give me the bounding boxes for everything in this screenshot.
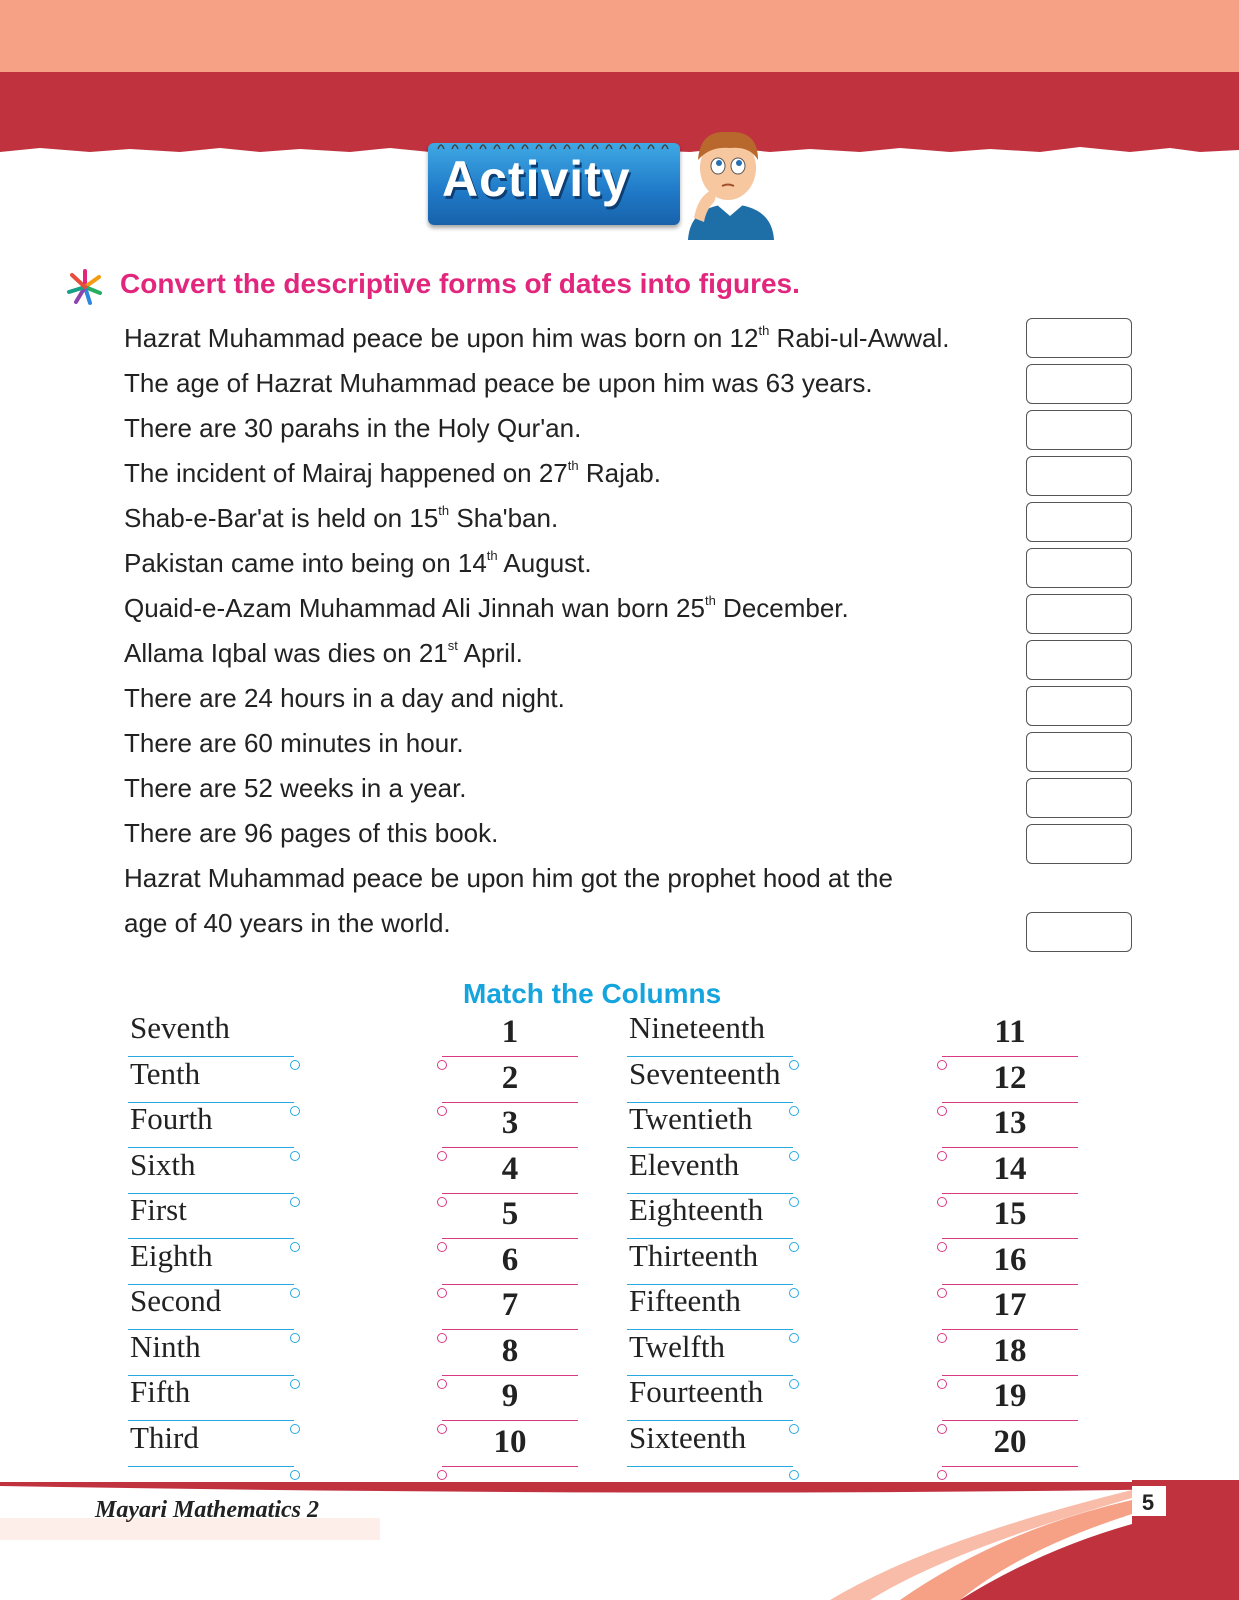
left-number-underline [442,1466,578,1467]
left-number-connector-dot[interactable] [437,1242,447,1252]
answer-box-13[interactable] [1026,912,1132,952]
right-number-connector-dot[interactable] [937,1424,947,1434]
right-number-connector-dot[interactable] [937,1379,947,1389]
sentence-10: There are 60 minutes in hour. [124,728,464,758]
left-word-7: Second [130,1283,222,1318]
header-salmon-band [0,0,1239,72]
sentence-13-line-2: age of 40 years in the world. [124,908,451,938]
book-title: Mayari Mathematics 2 [95,1497,320,1523]
left-word-8: Ninth [130,1328,201,1364]
thinking-boy-icon [680,120,780,240]
sentence-12: There are 96 pages of this book. [124,818,499,848]
left-number-1: 1 [501,1014,519,1050]
left-number-underline [442,1238,578,1239]
left-number-5: 5 [501,1196,519,1232]
right-number-3: 13 [993,1105,1027,1141]
left-number-underline [442,1193,578,1194]
left-number-6: 6 [501,1241,519,1278]
right-number-underline [942,1147,1078,1148]
sentence-5: Shab-e-Bar'at is held on 15th Sha'ban. [124,503,559,533]
right-number-2: 12 [993,1059,1027,1096]
left-word-connector-dot[interactable] [290,1470,300,1480]
answer-box-2[interactable] [1026,364,1132,404]
left-number-underline [442,1375,578,1376]
left-number-connector-dot[interactable] [437,1151,447,1161]
right-number-6: 16 [993,1241,1027,1278]
right-number-underline [942,1193,1078,1194]
sentence-4: The incident of Mairaj happened on 27th Rajab. [124,458,661,488]
right-number-underline [942,1466,1078,1467]
left-number-underline [442,1147,578,1148]
right-number-9: 19 [993,1378,1027,1414]
activity-label: Activity [442,151,631,207]
left-number-8: 8 [501,1332,519,1369]
left-number-connector-dot[interactable] [437,1333,447,1343]
left-number-underline [442,1420,578,1421]
left-number-4: 4 [501,1150,519,1187]
answer-box-11[interactable] [1026,778,1132,818]
left-word-6: Eighth [130,1237,213,1273]
answer-box-7[interactable] [1026,594,1132,634]
left-word-connector-dot[interactable] [290,1060,300,1070]
notebook-spiral-icon [428,140,680,150]
right-word-underline [627,1466,793,1467]
right-number-10: 20 [993,1423,1027,1460]
right-word-connector-dot[interactable] [789,1060,799,1070]
flower-bullet-icon [66,268,104,306]
answer-box-1[interactable] [1026,318,1132,358]
right-word-connector-dot[interactable] [789,1197,799,1207]
left-number-connector-dot[interactable] [437,1424,447,1434]
answer-box-8[interactable] [1026,640,1132,680]
left-number-9: 9 [501,1378,519,1414]
left-word-5: First [130,1192,187,1227]
right-word-5: Eighteenth [629,1192,764,1227]
left-number-underline [442,1056,578,1057]
right-number-8: 18 [993,1332,1027,1369]
answer-box-10[interactable] [1026,732,1132,772]
right-number-5: 15 [993,1196,1027,1232]
right-word-1: Nineteenth [629,1010,766,1045]
sentence-7: Quaid-e-Azam Muhammad Ali Jinnah wan born 25th December. [124,593,849,623]
left-word-underline [128,1466,294,1467]
right-word-connector-dot[interactable] [789,1106,799,1116]
left-number-connector-dot[interactable] [437,1060,447,1070]
right-number-connector-dot[interactable] [937,1197,947,1207]
left-word-9: Fifth [130,1374,191,1409]
left-number-2: 2 [501,1059,519,1096]
right-word-connector-dot[interactable] [789,1379,799,1389]
answer-box-6[interactable] [1026,548,1132,588]
left-number-underline [442,1284,578,1285]
right-word-2: Seventeenth [629,1055,781,1091]
left-word-connector-dot[interactable] [290,1106,300,1116]
exercise-heading: Convert the descriptive forms of dates into figures. [120,268,800,299]
right-number-connector-dot[interactable] [937,1288,947,1298]
right-word-9: Fourteenth [629,1374,764,1409]
answer-box-5[interactable] [1026,502,1132,542]
left-number-7: 7 [501,1287,519,1323]
sentence-2: The age of Hazrat Muhammad peace be upon him was 63 years. [124,368,873,398]
right-number-underline [942,1238,1078,1239]
right-word-6: Thirteenth [629,1237,759,1273]
left-word-2: Tenth [130,1055,201,1091]
right-word-4: Eleventh [629,1146,740,1182]
right-number-4: 14 [993,1150,1027,1187]
answer-box-9[interactable] [1026,686,1132,726]
sentence-3: There are 30 parahs in the Holy Qur'an. [124,413,582,443]
right-word-connector-dot[interactable] [789,1242,799,1252]
left-number-3: 3 [501,1105,519,1141]
right-word-connector-dot[interactable] [789,1288,799,1298]
answer-box-3[interactable] [1026,410,1132,450]
left-word-3: Fourth [130,1101,213,1136]
right-word-connector-dot[interactable] [789,1333,799,1343]
right-number-connector-dot[interactable] [937,1470,947,1480]
right-number-1: 11 [994,1014,1026,1050]
sentence-13-line-1: Hazrat Muhammad peace be upon him got the prophet hood at the [124,863,893,893]
left-word-connector-dot[interactable] [290,1151,300,1161]
left-number-connector-dot[interactable] [437,1197,447,1207]
page-number: 5 [1141,1490,1155,1515]
left-word-4: Sixth [130,1146,196,1182]
left-word-connector-dot[interactable] [290,1333,300,1343]
match-columns-title: Match the Columns [463,978,722,1009]
right-word-3: Twentieth [629,1101,753,1136]
left-number-underline [442,1102,578,1103]
sentence-11: There are 52 weeks in a year. [124,773,467,803]
left-word-connector-dot[interactable] [290,1288,300,1298]
right-number-underline [942,1102,1078,1103]
sentence-1: Hazrat Muhammad peace be upon him was born on 12th Rabi-ul-Awwal. [124,323,950,353]
right-number-underline [942,1329,1078,1330]
left-number-underline [442,1329,578,1330]
left-number-connector-dot[interactable] [437,1379,447,1389]
right-number-underline [942,1375,1078,1376]
right-number-connector-dot[interactable] [937,1333,947,1343]
left-word-connector-dot[interactable] [290,1242,300,1252]
left-word-connector-dot[interactable] [290,1197,300,1207]
right-word-10: Sixteenth [629,1419,747,1455]
right-number-connector-dot[interactable] [937,1106,947,1116]
left-number-connector-dot[interactable] [437,1288,447,1298]
right-word-connector-dot[interactable] [789,1470,799,1480]
sentence-6: Pakistan came into being on 14th August. [124,548,592,578]
right-number-connector-dot[interactable] [937,1151,947,1161]
left-number-connector-dot[interactable] [437,1470,447,1480]
right-number-underline [942,1284,1078,1285]
sentence-8: Allama Iqbal was dies on 21st April. [124,638,523,668]
answer-box-4[interactable] [1026,456,1132,496]
right-number-underline [942,1420,1078,1421]
left-word-10: Third [130,1419,199,1455]
sentence-9: There are 24 hours in a day and night. [124,683,565,713]
right-number-7: 17 [993,1287,1027,1323]
right-number-connector-dot[interactable] [937,1060,947,1070]
right-word-connector-dot[interactable] [789,1424,799,1434]
left-number-10: 10 [493,1423,527,1460]
left-word-connector-dot[interactable] [290,1424,300,1434]
right-word-connector-dot[interactable] [789,1151,799,1161]
answer-box-12[interactable] [1026,824,1132,864]
left-number-connector-dot[interactable] [437,1106,447,1116]
right-number-underline [942,1056,1078,1057]
right-number-connector-dot[interactable] [937,1242,947,1252]
right-word-8: Twelfth [629,1328,725,1364]
right-word-7: Fifteenth [629,1283,741,1318]
left-word-connector-dot[interactable] [290,1379,300,1389]
left-word-1: Seventh [130,1010,230,1045]
